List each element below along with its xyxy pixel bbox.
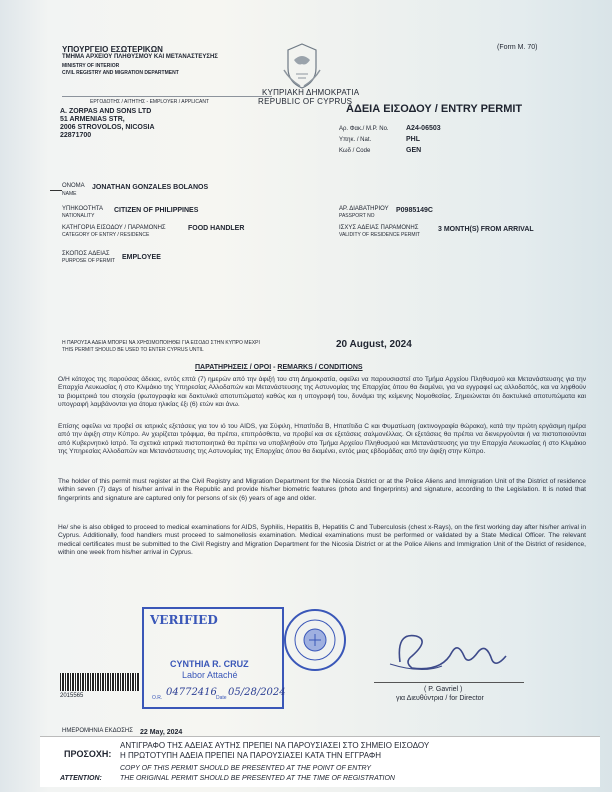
conditions-title-gr: ΠΑΡΑΤΗΡΗΣΕΙΣ / ΟΡΟΙ — [195, 364, 272, 371]
category-label-gr: ΚΑΤΗΓΟΡΙΑ ΕΙΣΟΔΟΥ / ΠΑΡΑΜΟΝΗΣ — [62, 225, 166, 231]
name-label-en: NAME — [62, 191, 77, 197]
verified-label: VERIFIED — [150, 613, 218, 627]
code-value: GEN — [406, 147, 422, 154]
ministry-gr: ΥΠΟΥΡΓΕΙΟ ΕΣΩΤΕΡΙΚΩΝ — [62, 45, 163, 54]
attention-label-gr: ΠΡΟΣΟΧΗ: — [64, 749, 112, 759]
date-of-issue-label-gr: ΗΜΕΡΟΜΗΝΙΑ ΕΚΔΟΣΗΣ — [62, 728, 133, 734]
valid-until-label-gr: Η ΠΑΡΟΥΣΑ ΑΔΕΙΑ ΜΠΟΡΕΙ ΝΑ ΧΡΗΣΙΜΟΠΟΙΗΘΕΙ ΓΙΑ ΕΙΣΟΔΟ ΣΤΗΝ ΚΥΠΡΟ ΜΕΧΡΙ — [62, 340, 260, 346]
purpose-label-en: PURPOSE OF PERMIT — [62, 258, 116, 264]
republic-en: REPUBLIC OF CYPRUS — [258, 97, 353, 106]
employer-address — [60, 108, 260, 146]
category-value: FOOD HANDLER — [188, 225, 245, 232]
purpose-label-gr: ΣΚΟΠΟΣ ΑΔΕΙΑΣ — [62, 251, 110, 257]
purpose-value: EMPLOYEE — [122, 254, 161, 261]
barcode-icon — [60, 673, 140, 691]
republic-gr: ΚΥΠΡΙΑΚΗ ΔΗΜΟΚΡΑΤΙΑ — [262, 88, 360, 97]
passport-value: P0985149C — [396, 207, 433, 214]
form-number: (Form M. 70) — [497, 44, 538, 51]
passport-label-en: PASSPORT NO — [339, 213, 375, 219]
or-number: 04772416 — [166, 687, 217, 698]
official-seal-icon — [283, 608, 347, 672]
director-signature-icon — [382, 622, 512, 682]
barcode-number: 2015565 — [60, 693, 84, 699]
employer-phone: 22871700 — [60, 132, 92, 139]
attention-gr-line-2: Η ΠΡΩΤΟΤΥΠΗ ΑΔΕΙΑ ΠΡΕΠΕΙ ΝΑ ΠΑΡΟΥΣΙΑΣΕΙ ΚΑΤΑ ΤΗΝ ΕΓΓΡΑΦΗ — [120, 751, 382, 760]
employer-name: A. ZORPAS AND SONS LTD — [60, 108, 152, 115]
conditions-title — [195, 364, 363, 372]
nationality-label-en: NATIONALITY — [62, 213, 95, 219]
file-number-value: A24-06503 — [406, 125, 441, 132]
or-label: O.R. — [152, 695, 163, 701]
stamp-date-value: 05/28/2024 — [228, 687, 286, 698]
department-en: CIVIL REGISTRY AND MIGRATION DEPARTMENT — [62, 70, 179, 76]
officer-title: Labor Attaché — [182, 670, 238, 680]
stamp-date-label: Date — [216, 695, 227, 701]
nationality-code-label: Υπηκ. / Nat. — [339, 137, 372, 143]
employer-applicant-label: ΕΡΓΟΔΟΤΗΣ / ΑΙΤΗΤΗΣ - EMPLOYER / APPLICANT — [90, 99, 210, 105]
name-label-gr: ΟΝΟΜΑ — [62, 183, 85, 189]
condition-paragraph-en-1: The holder of this permit must register at the Civil Registry and Migration Department for the Nicosia District or at the Police Aliens and Immigration Unit of the District of residence within seven (7) days of his/her arrival in the Republic and provide his/her biometric features (photo and fingerprints) and signature, according to the Legislation. It is noted that fingerprints and signature are captured only for persons of six (6) years of age and older. — [58, 478, 586, 502]
nationality-code-value: PHL — [406, 136, 420, 143]
verified-stamp — [142, 607, 284, 709]
director-name: ( P. Gavriel ) — [424, 686, 463, 693]
condition-paragraph-gr-1: Ο/Η κάτοχος της παρούσας άδειας, εντός επτά (7) ημερών από την άφιξή του στη Δημοκρατία, οφείλει να παρουσιαστεί στο Τμήμα Αρχείου Πληθυσμού και Μετανάστευσης για την Επαρχία Λευκωσίας ή στο Κλιμάκιο της Υπηρεσίας Αλλοδαπών και Μετανάστευσης της Αστυνομίας της Επαρχίας όπου θα διαμένει, για να εγγραφεί ως αλλοδαπός, και να ληφθούν τα βιομετρικά του στοιχεία (φωτογραφία και δακτυλικά αποτυπώματα) καθώς και η υπογραφή του, δυνάμει της κείμενης Νομοθεσίας. Σημειώνεται ότι δακτυλικά αποτυπώματα και υπογραφή λαμβάνονται για άτομα ηλικίας έξι (6) ετών και άνω. — [58, 376, 586, 408]
attention-en-line-1: COPY OF THIS PERMIT SHOULD BE PRESENTED AT THE POINT OF ENTRY — [120, 765, 371, 772]
file-number-label: Αρ. Φακ./ M.P. No. — [339, 126, 389, 132]
name-value: JONATHAN GONZALES BOLANOS — [92, 184, 209, 191]
condition-paragraph-gr-2: Επίσης οφείλει να προβεί σε ιατρικές εξετάσεις για τον ιό του AIDS, για Σύφιλη, Ηπατίτιδα Β, Ηπατίτιδα C και Φυματίωση (ακτινογραφία θώρακα), κατά την πρώτη εργάσιμη ημέρα από την άφιξη στην Κύπρο. Αν χειρίζεται τρόφιμα, θα πρέπει, επιπρόσθετα, να προβεί και σε εξετάσεις σαλμονέλλας. Οι εξετάσεις θα πρέπει να διενεργούνται ή να πιστοποιούνται από Κυβερνητικό Ιατρό. Τα σχετικά ιατρικά πιστοποιητικά θα πρέπει να υποβληθούν στο Τμήμα Αρχείου Πληθυσμού και Μετανάστευσης για την Επαρχία Λευκωσίας ή στο Κλιμάκιο της Υπηρεσίας Αλλοδαπών και Μετανάστευσης της Αστυνομίας της Επαρχίας όπου θα διαμένει, εντός μιας εβδομάδας από την άφιξη στην Κύπρο. — [58, 423, 586, 455]
department-gr: ΤΜΗΜΑ ΑΡΧΕΙΟΥ ΠΛΗΘΥΣΜΟΥ ΚΑΙ ΜΕΤΑΝΑΣΤΕΥΣΗΣ — [62, 54, 218, 60]
validity-value: 3 MONTH(S) FROM ARRIVAL — [438, 226, 534, 233]
ministry-en: MINISTRY OF INTERIOR — [62, 63, 120, 69]
cyprus-coat-of-arms-icon — [280, 40, 324, 92]
code-label: Κωδ / Code — [339, 148, 371, 154]
valid-until-date: 20 August, 2024 — [336, 339, 412, 350]
attention-label-en: ATTENTION: — [60, 775, 102, 782]
employer-city: 2006 STROVOLOS, NICOSIA — [60, 124, 155, 131]
validity-label-en: VALIDITY OF RESIDENCE PERMIT — [339, 232, 420, 238]
attention-en-line-2: THE ORIGINAL PERMIT SHOULD BE PRESENTED AT THE TIME OF REGISTRATION — [120, 775, 395, 782]
attention-notice — [40, 736, 600, 787]
officer-name: CYNTHIA R. CRUZ — [170, 659, 249, 669]
conditions-separator: - — [273, 364, 278, 371]
validity-label-gr: ΙΣΧΥΣ ΑΔΕΙΑΣ ΠΑΡΑΜΟΝΗΣ — [339, 225, 419, 231]
employer-street: 51 ARMENIAS STR, — [60, 116, 125, 123]
category-label-en: CATEGORY OF ENTRY / RESIDENCE — [62, 232, 150, 238]
nationality-label-gr: ΥΠΗΚΟΟΤΗΤΑ — [62, 206, 104, 212]
valid-until-label-en: THIS PERMIT SHOULD BE USED TO ENTER CYPRUS UNTIL — [62, 347, 204, 353]
attention-gr-line-1: ΑΝΤΙΓΡΑΦΟ ΤΗΣ ΑΔΕΙΑΣ ΑΥΤΗΣ ΠΡΕΠΕΙ ΝΑ ΠΑΡΟΥΣΙΑΣΕΙ ΣΤΟ ΣΗΜΕΙΟ ΕΙΣΟΔΟΥ — [120, 741, 430, 750]
director-role: για Διευθύντρια / for Director — [396, 695, 484, 702]
date-of-issue-value: 22 May, 2024 — [140, 729, 183, 736]
conditions-title-en: REMARKS / CONDITIONS — [277, 364, 363, 371]
passport-label-gr: ΑΡ. ΔΙΑΒΑΤΗΡΙΟΥ — [339, 206, 389, 212]
nationality-value: CITIZEN OF PHILIPPINES — [114, 207, 199, 214]
permit-title: ΑΔΕΙΑ ΕΙΣΟΔΟΥ / ENTRY PERMIT — [346, 103, 523, 115]
condition-paragraph-en-2: He/ she is also obliged to proceed to medical examinations for AIDS, Syphilis, Hepatitis B, Hepatitis C and Tuberculosis (chest x-Rays), on the first working day after his/her arrival in Cyprus. Additionally, food handlers must proceed to salmonellosis examination. Medical examinations must be performed or validated by a State Medical Officer. The relevant medical certificates must be submitted to the Civil Registry and Migration Department for the Nicosia District or at the Police Aliens and Immigration Unit of the District of residence, within one week from his/her arrival in Cyprus. — [58, 524, 586, 556]
